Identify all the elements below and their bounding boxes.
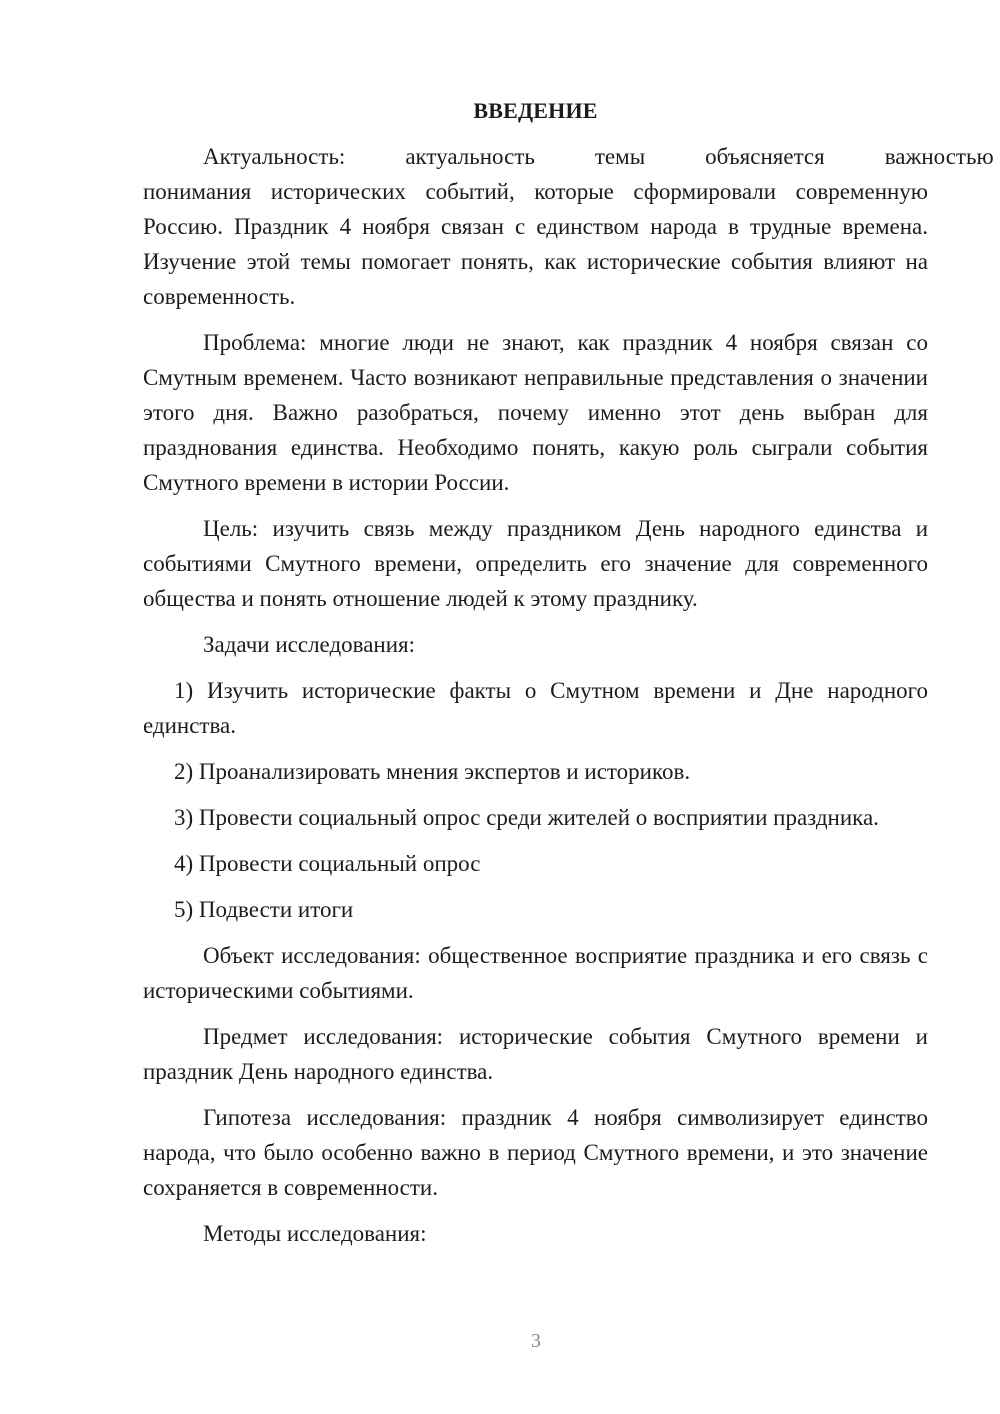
relevance-word: Актуальность: <box>203 144 346 169</box>
task-item: 1) Изучить исторические факты о Смутном времени и Дне народного единства. <box>143 678 928 738</box>
goal-paragraph: Цель: изучить связь между праздником День народного единства и событиями Смутного времени, определить его значение для современного общества и понять отношение людей к этому празднику. <box>143 516 928 611</box>
relevance-text: понимания исторических событий, которые сформировали современную Россию. Праздник 4 ноября связан с единством народа в трудные времена. Изучение этой темы помогает понять, как исторические события влияют на современность. <box>143 179 928 309</box>
relevance-word: важностью <box>884 144 994 169</box>
document-body <box>143 96 994 1262</box>
task-item: 5) Подвести итоги <box>174 897 354 922</box>
page-number: 3 <box>531 1330 541 1352</box>
problem-paragraph: Проблема: многие люди не знают, как праздник 4 ноября связан со Смутным временем. Часто возникают неправильные представления о значении этого дня. Важно разобраться, почему именно этот день выбран для празднования единства. Необходимо понять, какую роль сыграли события Смутного времени в истории России. <box>143 330 928 495</box>
relevance-word: объясняется <box>705 144 825 169</box>
tasks-heading: Задачи исследования: <box>203 632 416 657</box>
subject-paragraph: Предмет исследования: исторические события Смутного времени и праздник День народного единства. <box>143 1024 928 1084</box>
hypothesis-paragraph: Гипотеза исследования: праздник 4 ноября символизирует единство народа, что было особенно важно в период Смутного времени, и это значение сохраняется в современности. <box>143 1105 928 1200</box>
relevance-first-line <box>143 139 994 174</box>
object-paragraph: Объект исследования: общественное восприятие праздника и его связь с историческими событиями. <box>143 943 928 1003</box>
relevance-paragraph <box>143 139 994 314</box>
relevance-word: темы <box>594 144 646 169</box>
task-item: 3) Провести социальный опрос среди жителей о восприятии праздника. <box>174 805 879 830</box>
methods-heading: Методы исследования: <box>203 1221 427 1246</box>
task-item: 4) Провести социальный опрос <box>174 851 481 876</box>
section-title: ВВЕДЕНИЕ <box>473 98 598 123</box>
relevance-word: актуальность <box>405 144 535 169</box>
task-item: 2) Проанализировать мнения экспертов и историков. <box>174 759 691 784</box>
